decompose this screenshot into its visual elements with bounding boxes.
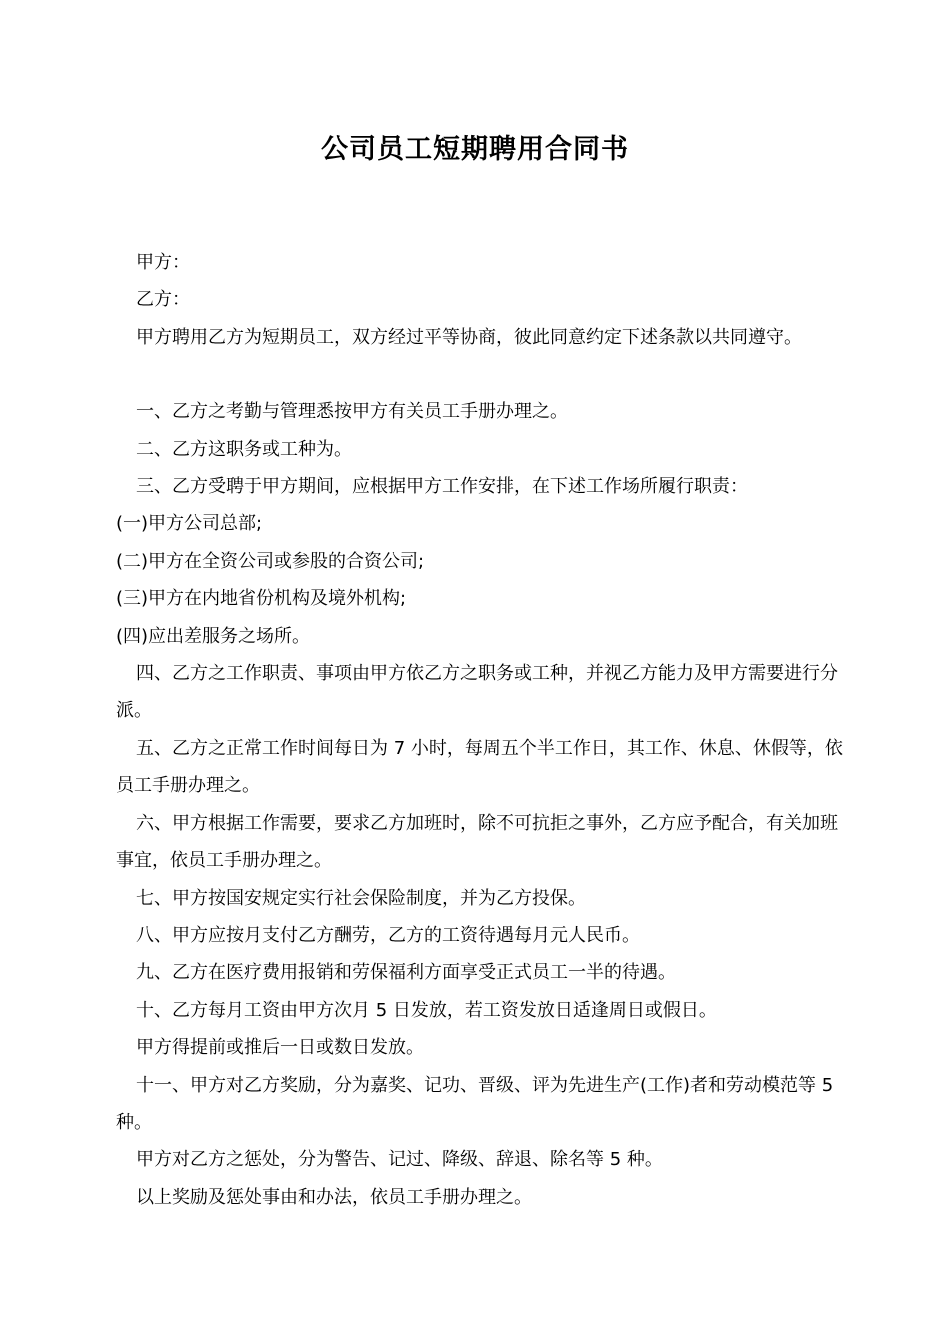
- clause-11: 十一、甲方对乙方奖励，分为嘉奖、记功、晋级、评为先进生产(工作)者和劳动模范等 5 种。: [116, 1074, 834, 1133]
- clause-9: 九、乙方在医疗费用报销和劳保福利方面享受正式员工一半的待遇。: [136, 962, 676, 984]
- clause-3-item-1: (一)甲方公司总部;: [116, 513, 263, 535]
- document-body: [116, 244, 844, 1216]
- clause-6: 六、甲方根据工作需要，要求乙方加班时，除不可抗拒之事外，乙方应予配合，有关加班事宜，依员工手册办理之。: [116, 812, 838, 872]
- clause-3-item-4: (四)应出差服务之场所。: [116, 625, 311, 647]
- clause-3-item-2: (二)甲方在全资公司或参股的合资公司;: [116, 550, 425, 572]
- clause-10: 十、乙方每月工资由甲方次月 5 日发放，若工资发放日适逢周日或假日。: [136, 999, 717, 1021]
- clause-4: 四、乙方之工作职责、事项由甲方依乙方之职务或工种，并视乙方能力及甲方需要进行分派。: [116, 663, 838, 722]
- clause-2: 二、乙方这职务或工种为。: [136, 438, 352, 460]
- paragraph-spacer: [116, 356, 844, 393]
- document-title: 公司员工短期聘用合同书: [321, 134, 629, 165]
- clause-11-penalties: 甲方对乙方之惩处，分为警告、记过、降级、辞退、除名等 5 种。: [136, 1149, 663, 1171]
- party-a-line: 甲方：: [136, 252, 190, 273]
- clause-10-continued: 甲方得提前或推后一日或数日发放。: [136, 1037, 424, 1059]
- clause-1: 一、乙方之考勤与管理悉按甲方有关员工手册办理之。: [136, 401, 568, 423]
- clause-7: 七、甲方按国安规定实行社会保险制度，并为乙方投保。: [136, 887, 586, 909]
- clause-3-item-3: (三)甲方在内地省份机构及境外机构;: [116, 588, 407, 610]
- clause-11-procedure: 以上奖励及惩处事由和办法，依员工手册办理之。: [136, 1186, 532, 1208]
- clause-8: 八、甲方应按月支付乙方酬劳，乙方的工资待遇每月元人民币。: [136, 924, 640, 946]
- clause-3: 三、乙方受聘于甲方期间，应根据甲方工作安排，在下述工作场所履行职责：: [136, 476, 748, 498]
- clause-5: 五、乙方之正常工作时间每日为 7 小时，每周五个半工作日，其工作、休息、休假等，依员工手册办理之。: [116, 737, 843, 797]
- party-b-line: 乙方：: [136, 289, 190, 311]
- intro-paragraph: 甲方聘用乙方为短期员工，双方经过平等协商，彼此同意约定下述条款以共同遵守。: [136, 326, 802, 348]
